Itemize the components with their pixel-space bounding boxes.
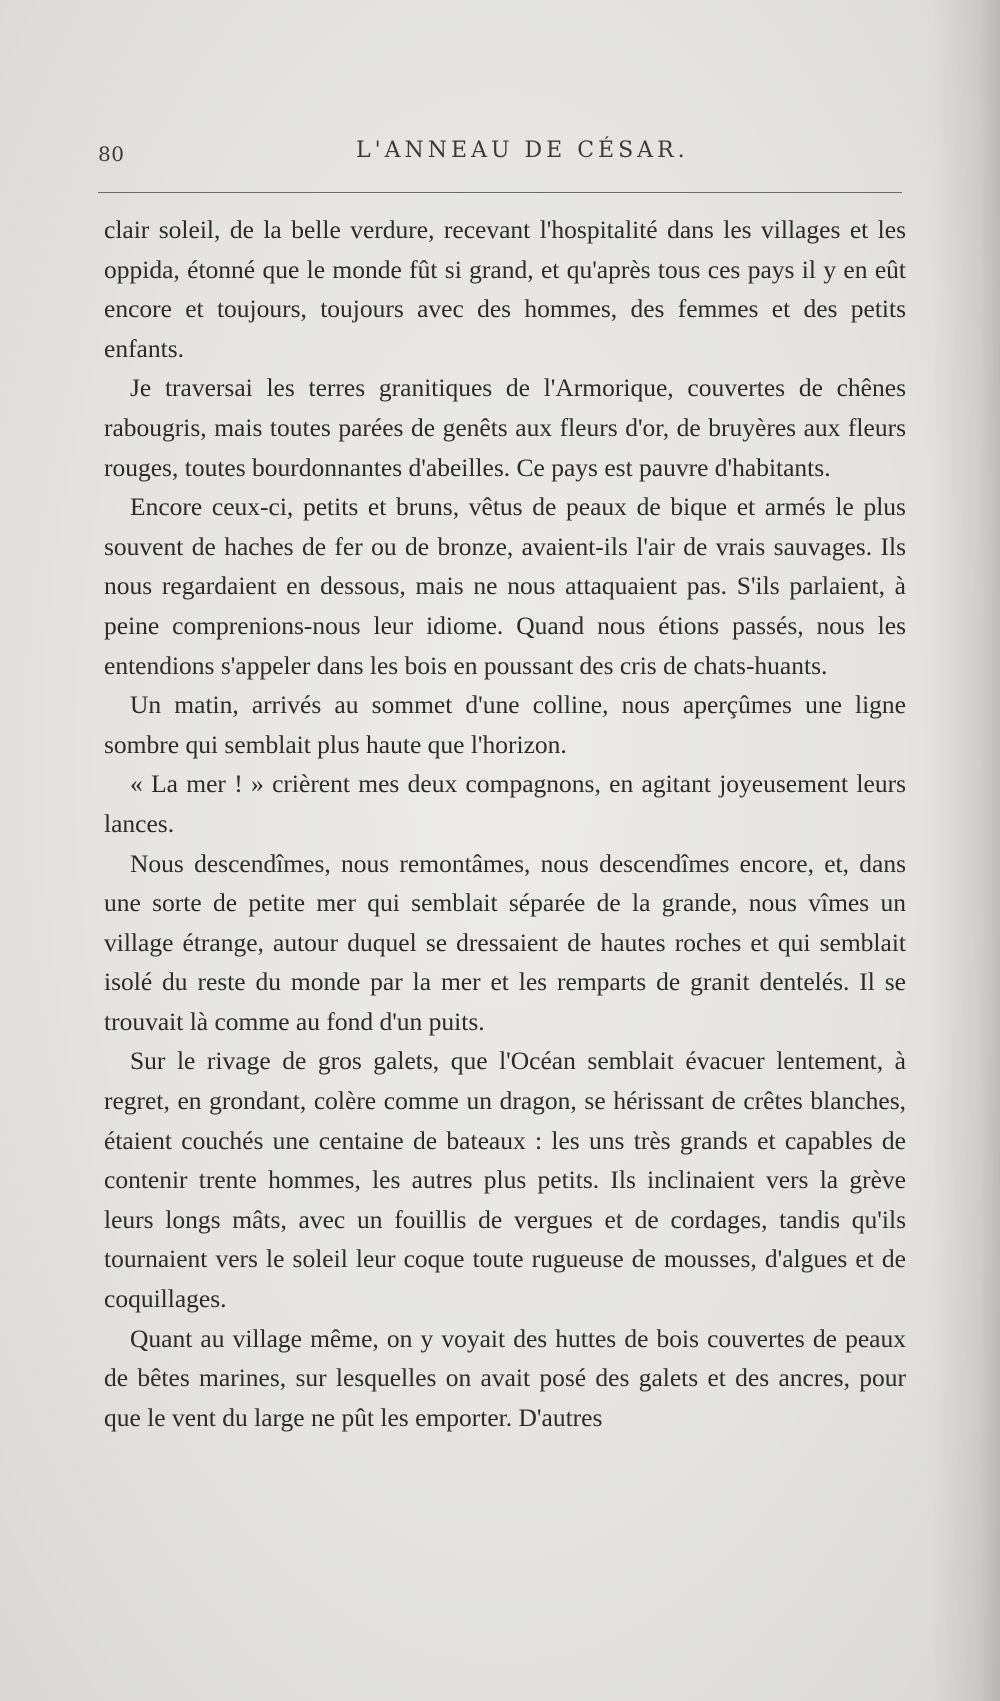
paragraph: Quant au village même, on y voyait des huttes de bois couvertes de peaux de bêtes marines, sur lesquelles on avait posé des galets et des ancres, pour que le vent du large ne pût les emporter. D'autres [104, 1323, 906, 1432]
body-text [104, 210, 906, 1437]
running-title: L'ANNEAU DE CÉSAR. [356, 138, 689, 163]
page-header [98, 138, 908, 178]
page-number: 80 [98, 142, 125, 166]
paragraph: Sur le rivage de gros galets, que l'Océan semblait évacuer lentement, à regret, en grondant, colère comme un dragon, se hérissant de crêtes blanches, étaient couchés une centaine de bateaux : les uns très grands et capables de contenir trente hommes, les autres plus petits. Ils inclinaient vers la grève leurs longs mâts, avec un fouillis de vergues et de cordages, tandis qu'ils tournaient vers le soleil leur coque toute rugueuse de mousses, d'algues et de coquillages. [104, 1046, 906, 1314]
paragraph: Un matin, arrivés au sommet d'une colline, nous aperçûmes une ligne sombre qui semblait plus haute que l'horizon. [104, 690, 906, 759]
paragraph: Je traversai les terres granitiques de l'Armorique, couvertes de chênes rabougris, mais toutes parées de genêts aux fleurs d'or, de bruyères aux fleurs rouges, toutes bourdonnantes d'abeilles. Ce pays est pauvre d'habitants. [104, 373, 906, 482]
paragraph: « La mer ! » crièrent mes deux compagnons, en agitant joyeusement leurs lances. [104, 769, 906, 838]
header-rule [98, 192, 902, 193]
paragraph: Nous descendîmes, nous remontâmes, nous descendîmes encore, et, dans une sorte de petite mer qui semblait séparée de la grande, nous vîmes un village étrange, autour duquel se dressaient de hautes roches et qui semblait isolé du reste du monde par la mer et les remparts de granit dentelés. Il se trouvait là comme au fond d'un puits. [104, 848, 906, 1036]
paragraph: Encore ceux-ci, petits et bruns, vêtus de peaux de bique et armés le plus souvent de haches de fer ou de bronze, avaient-ils l'air de vrais sauvages. Ils nous regardaient en dessous, mais ne nous attaquaient pas. S'ils parlaient, à peine comprenions-nous leur idiome. Quand nous étions passés, nous les entendions s'appeler dans les bois en poussant des cris de chats-huants. [104, 492, 906, 680]
page-edge-shadow [930, 0, 1000, 1701]
paragraph: clair soleil, de la belle verdure, recevant l'hospitalité dans les villages et les oppida, étonné que le monde fût si grand, et qu'après tous ces pays il y en eût encore et toujours, toujours avec des hommes, des femmes et des petits enfants. [104, 215, 906, 363]
